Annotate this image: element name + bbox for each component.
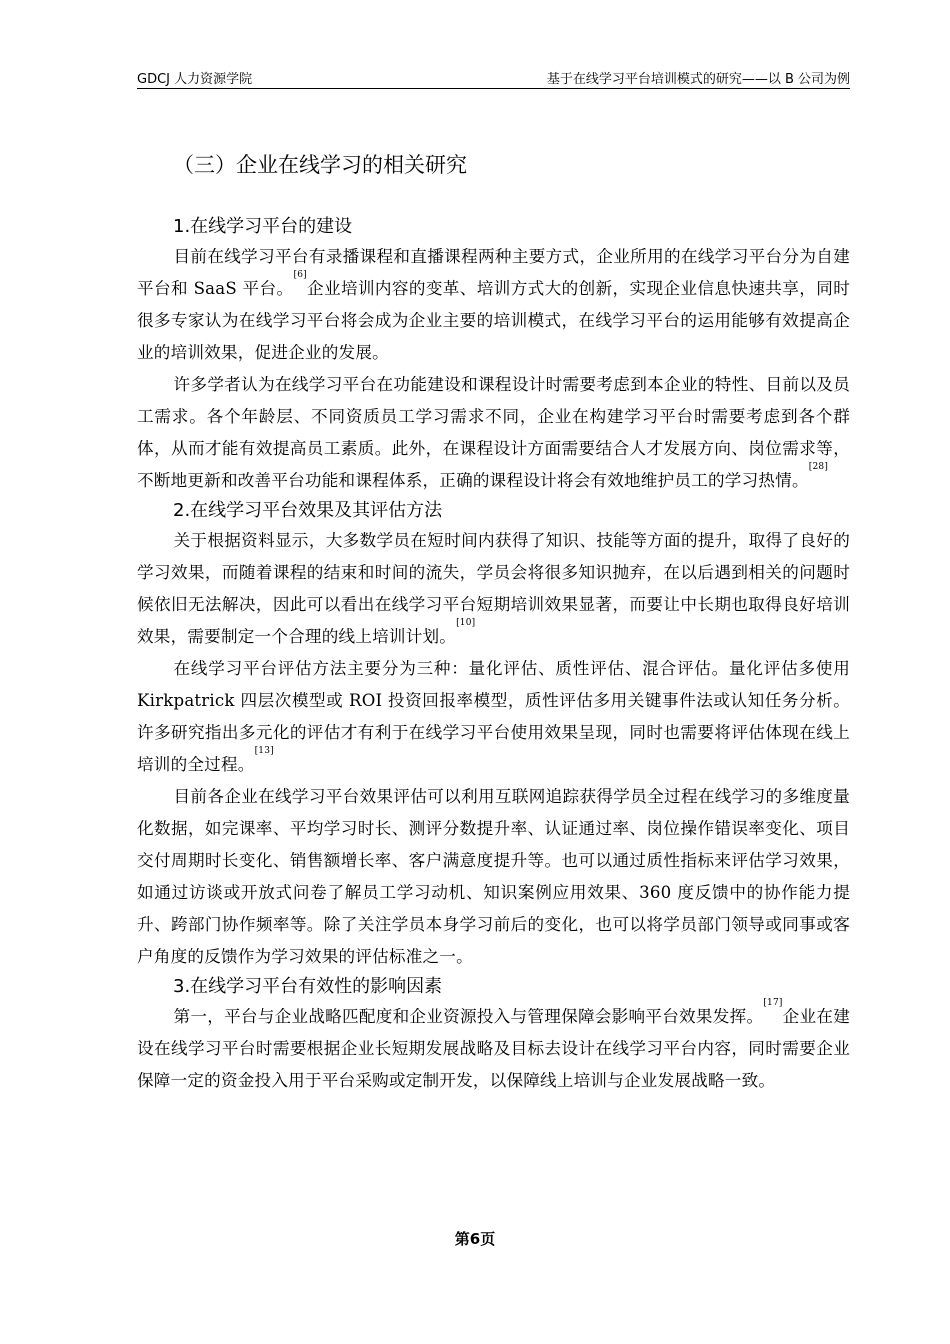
page-number: 第6页 — [454, 1230, 496, 1248]
paragraph: 目前各企业在线学习平台效果评估可以利用互联网追踪获得学员全过程在线学习的多维度量化数据，如完课率、平均学习时长、测评分数提升率、认证通过率、岗位操作错误率变化、项目交付周期时长变化、销售额增长率、客户满意度提升等。也可以通过质性指标来评估学习效果，如通过访谈或开放式问卷了解员工学习动机、知识案例应用效果、360 度反馈中的协作能力提升、跨部门协作频率等。除了关注学员本身学习前后的变化，也可以将学员部门领导或同事或客户角度的反馈作为学习效果的评估标准之一。 — [137, 787, 850, 966]
paragraph: 关于根据资料显示，大多数学员在短时间内获得了知识、技能等方面的提升，取得了良好的学习效果，而随着课程的结束和时间的流失，学员会将很多知识抛弃，在以后遇到相关的问题时候依旧无法解决，因此可以看出在线学习平台短期培训效果显著，而要让中长期也取得良好培训效果，需要制定一个合理的线上培训计划。[10] — [137, 531, 850, 646]
citation: [6] — [293, 270, 307, 280]
header-thesis-title: 基于在线学习平台培训模式的研究——以 B 公司为例 — [546, 72, 850, 87]
header-school: GDCJ 人力资源学院 — [137, 72, 253, 87]
subsection-title-3: 3.在线学习平台有效性的影响因素 — [173, 976, 443, 997]
paragraph: 许多学者认为在线学习平台在功能建设和课程设计时需要考虑到本企业的特性、目前以及员工需求。各个年龄层、不同资质员工学习需求不同，企业在构建学习平台时需要考虑到各个群体，从而才能有效提高员工素质。此外，在课程设计方面需要结合人才发展方向、岗位需求等，不断地更新和改善平台功能和课程体系，正确的课程设计将会有效地维护员工的学习热情。[28] — [137, 375, 850, 490]
subsection-title-2: 2.在线学习平台效果及其评估方法 — [173, 500, 443, 521]
paragraph: 目前在线学习平台有录播课程和直播课程两种主要方式，企业所用的在线学习平台分为自建平台和 SaaS 平台。[6]企业培训内容的变革、培训方式大的创新，实现企业信息快速共享，同时很多专家认为在线学习平台将会成为企业主要的培训模式，在线学习平台的运用能够有效提高企业的培训效果，促进企业的发展。 — [137, 247, 850, 362]
paragraph: 第一，平台与企业战略匹配度和企业资源投入与管理保障会影响平台效果发挥。[17]企业在建设在线学习平台时需要根据企业长短期发展战略及目标去设计在线学习平台内容，同时需要企业保障一定的资金投入用于平台采购或定制开发，以保障线上培训与企业发展战略一致。 — [137, 998, 850, 1090]
paragraph: 在线学习平台评估方法主要分为三种：量化评估、质性评估、混合评估。量化评估多使用 Kirkpatrick 四层次模型或 ROI 投资回报率模型，质性评估多用关键事件法或认知任务分析。许多研究指出多元化的评估才有利于在线学习平台使用效果呈现，同时也需要将评估体现在线上培训的全过程。[13] — [137, 659, 850, 774]
section-title: （三）企业在线学习的相关研究 — [173, 153, 467, 177]
citation: [13] — [254, 746, 274, 756]
citation: [17] — [763, 998, 783, 1008]
citation: [28] — [808, 462, 829, 472]
page-header — [137, 66, 850, 89]
citation: [10] — [456, 618, 476, 628]
subsection-title-1: 1.在线学习平台的建设 — [173, 216, 353, 237]
page-content — [137, 143, 850, 1097]
